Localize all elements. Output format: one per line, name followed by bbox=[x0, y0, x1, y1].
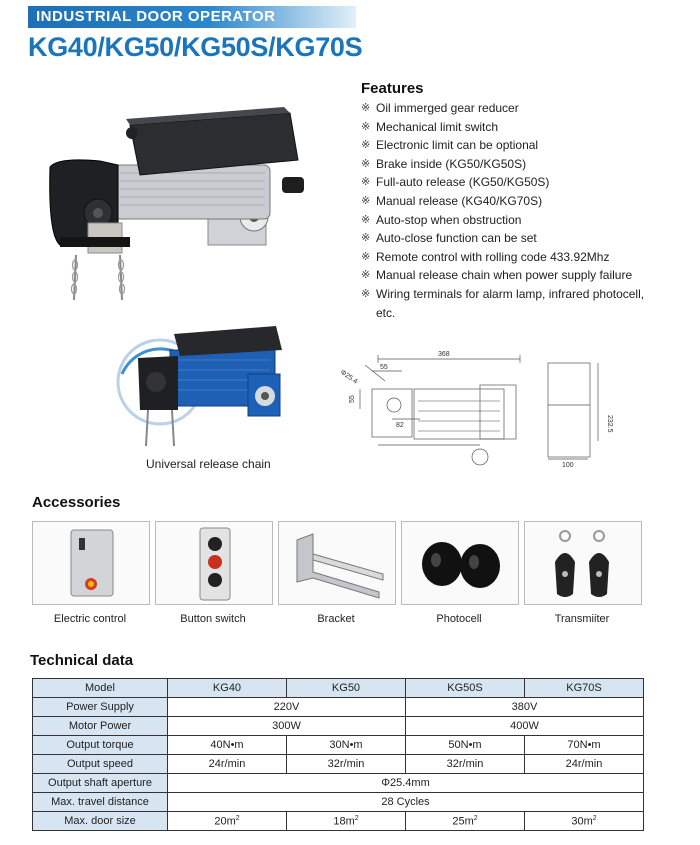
accessory-label: Electric control bbox=[53, 613, 127, 625]
electric-control-image bbox=[32, 521, 150, 605]
release-chain-image bbox=[100, 322, 300, 450]
dim-width-label: 100 bbox=[562, 462, 574, 467]
photocell-image bbox=[401, 521, 519, 605]
dim-55a-label: 55 bbox=[380, 364, 388, 371]
list-item: ※ Brake inside (KG50/KG50S) bbox=[361, 156, 527, 171]
header-banner: INDUSTRIAL DOOR OPERATOR bbox=[28, 6, 356, 28]
list-item: ※ Manual release chain when power supply failure bbox=[361, 268, 633, 283]
table-row: Output shaft aperture Φ25.4mm bbox=[33, 774, 644, 793]
dim-82-label: 82 bbox=[396, 422, 404, 429]
technical-table bbox=[32, 678, 644, 831]
release-chain-caption: Universal release chain bbox=[146, 457, 271, 471]
table-row: Max. travel distance 28 Cycles bbox=[33, 793, 644, 812]
accessories-title: Accessories bbox=[32, 494, 121, 511]
dim-55b-label: 55 bbox=[349, 395, 356, 403]
features-title: Features bbox=[361, 80, 424, 97]
technical-title: Technical data bbox=[30, 652, 134, 669]
list-item: ※ Full-auto release (KG50/KG50S) bbox=[361, 175, 550, 190]
list-item: ※ Auto-stop when obstruction bbox=[361, 212, 522, 227]
transmitter-image bbox=[524, 521, 642, 605]
table-row: Power Supply 220V 380V bbox=[33, 698, 644, 717]
features-list bbox=[361, 99, 691, 322]
list-item: ※ Remote control with rolling code 433.92Mhz bbox=[361, 249, 610, 264]
table-row: Output speed 24r/min 32r/min 32r/min 24r/min bbox=[33, 755, 644, 774]
list-item: ※ Wiring terminals for alarm lamp, infrared photocell, etc. bbox=[361, 286, 645, 320]
table-row: Model KG40 KG50 KG50S KG70S bbox=[33, 679, 644, 698]
list-item: ※ Auto-close function can be set bbox=[361, 231, 537, 246]
table-row: Motor Power 300W 400W bbox=[33, 717, 644, 736]
table-row: Max. door size $20m^2$ $18m^2$ $25m^2$ $30m^2$ bbox=[33, 812, 644, 831]
operator-product-image bbox=[40, 105, 330, 305]
dim-shaft-label: Φ25.4 bbox=[338, 368, 359, 386]
list-item: ※ Manual release (KG40/KG70S) bbox=[361, 193, 543, 208]
bracket-image bbox=[278, 521, 396, 605]
page-title: KG40/KG50/KG50S/KG70S bbox=[28, 32, 363, 62]
accessory-label: Transmiiter bbox=[554, 613, 610, 625]
dimension-drawing bbox=[330, 345, 630, 467]
button-switch-image bbox=[155, 521, 273, 605]
list-item: ※ Mechanical limit switch bbox=[361, 119, 499, 134]
accessory-label: Button switch bbox=[180, 613, 246, 625]
dim-height-label: 232.5 bbox=[606, 415, 613, 433]
list-item: ※ Electronic limit can be optional bbox=[361, 138, 539, 153]
accessory-label: Photocell bbox=[436, 613, 482, 625]
list-item: ※ Oil immerged gear reducer bbox=[361, 101, 519, 115]
table-row: Output torque 40N•m 30N•m 50N•m 70N•m bbox=[33, 736, 644, 755]
dim-length-label: 368 bbox=[438, 351, 450, 358]
accessory-label: Bracket bbox=[317, 613, 355, 625]
